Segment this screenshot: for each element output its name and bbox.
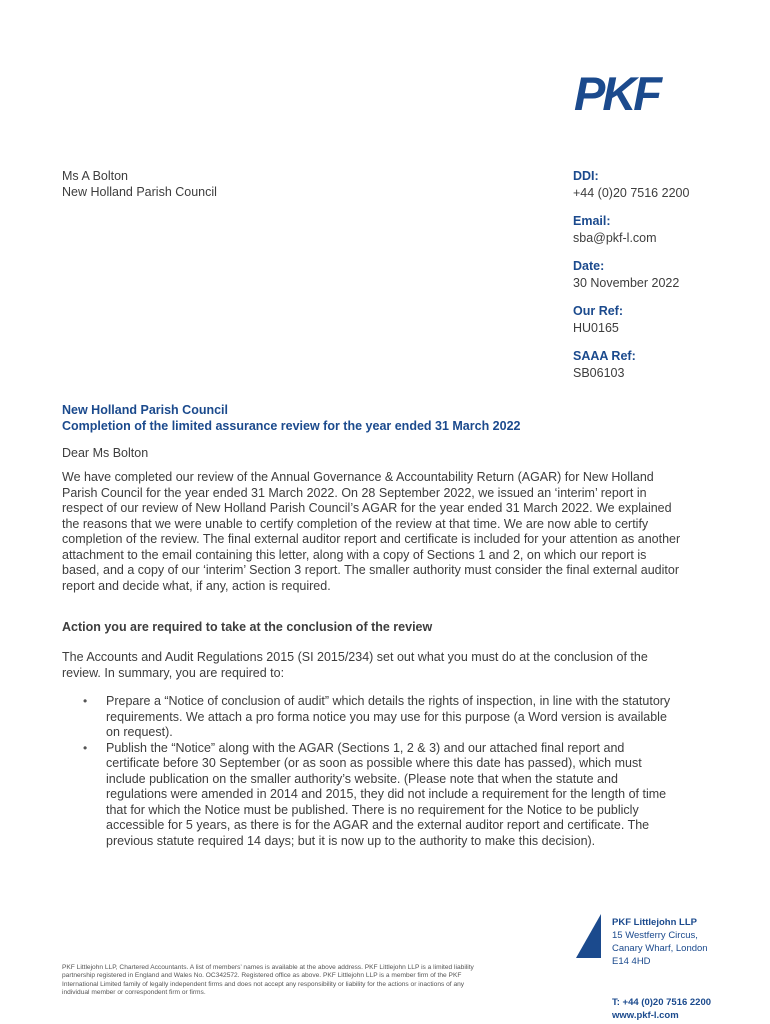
- meta-label: Our Ref:: [573, 304, 623, 318]
- requirements-list: [80, 694, 680, 849]
- recipient-name: Ms A Bolton: [62, 169, 129, 183]
- meta-value[interactable]: sba@pkf-l.com: [573, 231, 657, 245]
- firm-address-block: [612, 916, 708, 968]
- address-line: Canary Wharf, London: [612, 943, 708, 954]
- meta-date: [573, 258, 753, 292]
- body-paragraph-2: The Accounts and Audit Regulations 2015 (SI 2015/234) set out what you must do at the conclusion of the review. In summary, you are required to:: [62, 650, 648, 680]
- salutation: Dear Ms Bolton: [62, 446, 149, 460]
- logo-text: PKF: [574, 70, 659, 114]
- meta-label: Date:: [573, 259, 605, 273]
- firm-contact-block: [612, 996, 711, 1022]
- meta-value: SB06103: [573, 366, 625, 380]
- subject-line-1: New Holland Parish Council: [62, 403, 228, 417]
- pkf-triangle-mark-icon: [573, 914, 601, 958]
- address-line: 15 Westferry Circus,: [612, 930, 698, 941]
- meta-email: [573, 213, 753, 247]
- meta-label: Email:: [573, 214, 611, 228]
- meta-value: +44 (0)20 7516 2200: [573, 186, 690, 200]
- meta-ddi: [573, 168, 753, 202]
- recipient-organisation: New Holland Parish Council: [62, 185, 217, 199]
- firm-website-link[interactable]: www.pkf-l.com: [612, 1010, 679, 1021]
- meta-value: HU0165: [573, 321, 619, 335]
- letter-meta: [573, 168, 753, 393]
- section-heading: Action you are required to take at the conclusion of the review: [62, 620, 433, 634]
- meta-value: 30 November 2022: [573, 276, 680, 290]
- body-paragraph-1: We have completed our review of the Annual Governance & Accountability Return (AGAR) for New Holland Parish Council for the year ended 31 March 2022. On 28 September 2022, we issued an ‘interim’ report in respect of our review of New Holland Parish Council’s AGAR for the year ended 31 March 2022. We explained the reasons that we were unable to certify completion of the review at that time. We are now able to certify completion of the review. The final external auditor report and certificate is included for your attention as another attachment to the email containing this letter, along with a copy of Sections 1 and 2, on which our report is based, and a copy of our ‘interim’ Section 3 report. The smaller authority must consider the final external auditor report and decide what, if any, action is required.: [62, 470, 681, 593]
- address-line: E14 4HD: [612, 956, 651, 967]
- firm-name: PKF Littlejohn LLP: [612, 917, 697, 928]
- meta-label: SAAA Ref:: [573, 349, 636, 363]
- firm-telephone: T: +44 (0)20 7516 2200: [612, 997, 712, 1008]
- meta-label: DDI:: [573, 169, 599, 183]
- recipient-block: [62, 168, 217, 200]
- letter-subject: [62, 402, 520, 434]
- pkf-logo: [574, 70, 672, 114]
- subject-line-2: Completion of the limited assurance review for the year ended 31 March 2022: [62, 419, 521, 433]
- list-item: • Prepare a “Notice of conclusion of audit” which details the rights of inspection, in line with the statutory requirements. We attach a pro forma notice you may use for this purpose (a Word version is available on request).: [80, 694, 680, 741]
- footer-legal-text: PKF Littlejohn LLP, Chartered Accountants. A list of members’ names is available at the above address. PKF Littlejohn LLP is a limited liability partnership registered in England and Wales No. OC342572. Registered office as above. PKF Littlejohn LLP is a member firm of the PKF International Limited family of legally independent firms and does not accept any responsibility or liability for the actions or inactions of any individual member or correspondent firm or firms.: [62, 964, 474, 997]
- meta-our-ref: [573, 303, 753, 337]
- meta-saaa-ref: [573, 348, 753, 382]
- list-item: • Publish the “Notice” along with the AGAR (Sections 1, 2 & 3) and our attached final report and certificate before 30 September (or as soon as possible where this date has passed), which must include publication on the smaller authority’s website. (Please note that when the statute and regulations were amended in 2014 and 2015, they did not include a requirement for the length of time that for which the Notice must be published. There is no requirement for the Notice to be publicly accessible for 5 years, as there is for the AGAR and the external auditor report and certificate. The previous statute required 14 days; but it is now up to the authority to make this decision).: [80, 741, 680, 850]
